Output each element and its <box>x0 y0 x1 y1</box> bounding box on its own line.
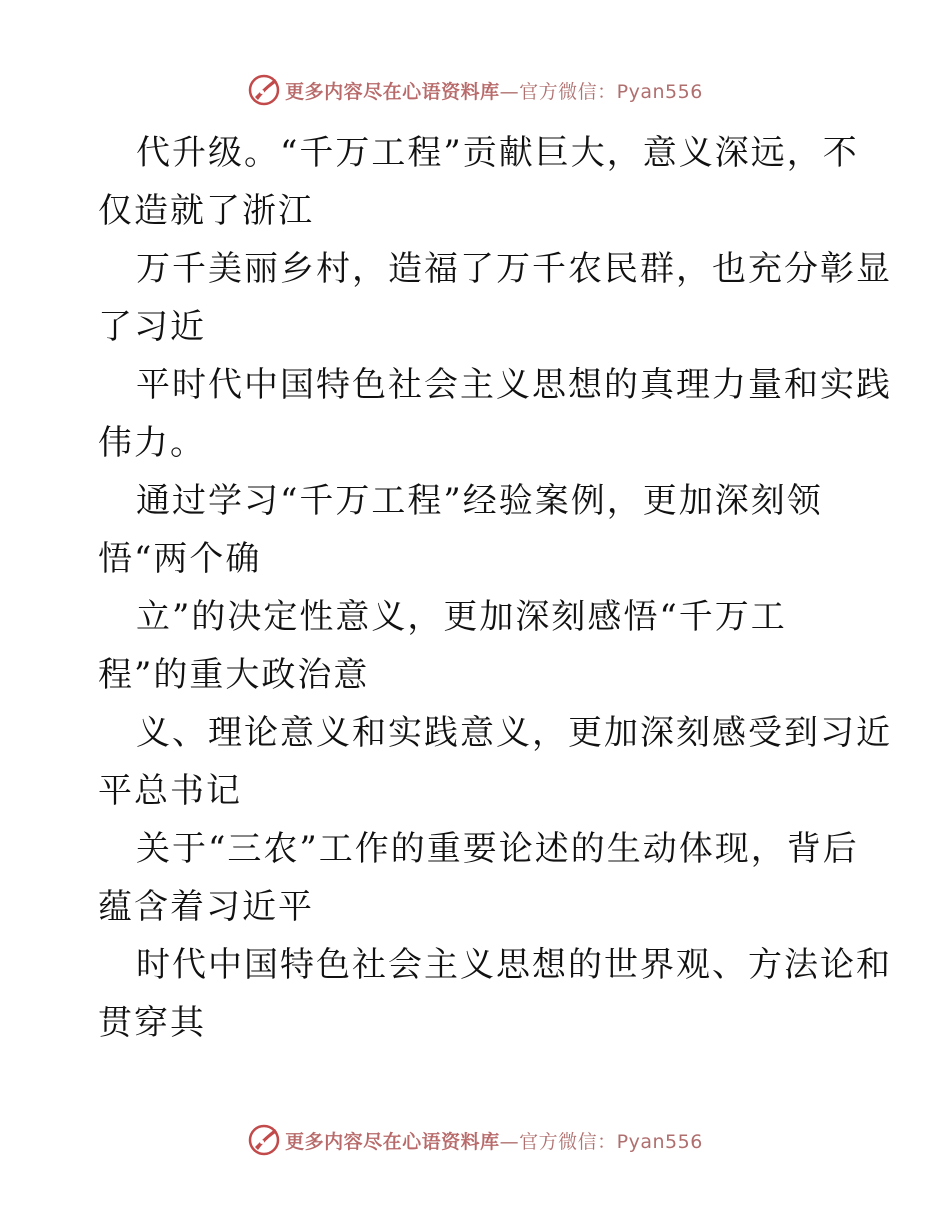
banner-text <box>285 1127 703 1154</box>
paragraph <box>98 936 892 1052</box>
paragraph <box>98 356 892 472</box>
paragraph-line: 了习近 <box>98 307 206 347</box>
header-banner <box>0 70 950 110</box>
paragraph-line: 平总书记 <box>98 771 242 811</box>
banner-main-text: 更多内容尽在心语资料库 <box>285 1130 500 1153</box>
banner-contact-text: —官方微信：Pyan556 <box>499 1130 703 1153</box>
paragraph-line: 仅造就了浙江 <box>98 191 314 231</box>
pen-nib-circle-icon <box>247 73 281 107</box>
paragraph-line: 伟力。 <box>98 423 206 463</box>
paragraph-line: 义、理论意义和实践意义，更加深刻感受到习近 <box>136 713 892 753</box>
document-body <box>98 124 892 1052</box>
paragraph-line: 通过学习“千万工程”经验案例，更加深刻领 <box>136 481 823 521</box>
paragraph-line: 时代中国特色社会主义思想的世界观、方法论和 <box>136 945 892 985</box>
paragraph <box>98 124 858 240</box>
paragraph <box>98 704 892 820</box>
paragraph-line: 贯穿其 <box>98 1003 206 1043</box>
paragraph-line: 蕴含着习近平 <box>98 887 314 927</box>
pen-nib-circle-icon <box>247 1123 281 1157</box>
paragraph-line: 立”的决定性意义，更加深刻感悟“千万工 <box>136 597 787 637</box>
footer-banner <box>0 1120 950 1160</box>
paragraph-line: 悟“两个确 <box>98 539 262 579</box>
paragraph <box>98 820 858 936</box>
banner-contact-text: —官方微信：Pyan556 <box>499 80 703 103</box>
paragraph-line: 平时代中国特色社会主义思想的真理力量和实践 <box>136 365 892 405</box>
paragraph <box>98 472 858 588</box>
paragraph <box>98 240 892 356</box>
paragraph <box>98 588 858 704</box>
banner-text <box>285 77 703 104</box>
paragraph-line: 程”的重大政治意 <box>98 655 370 695</box>
paragraph-line: 代升级。“千万工程”贡献巨大，意义深远，不 <box>136 133 859 173</box>
paragraph-line: 关于“三农”工作的重要论述的生动体现，背后 <box>136 829 859 869</box>
banner-main-text: 更多内容尽在心语资料库 <box>285 80 500 103</box>
paragraph-line: 万千美丽乡村，造福了万千农民群，也充分彰显 <box>136 249 892 289</box>
